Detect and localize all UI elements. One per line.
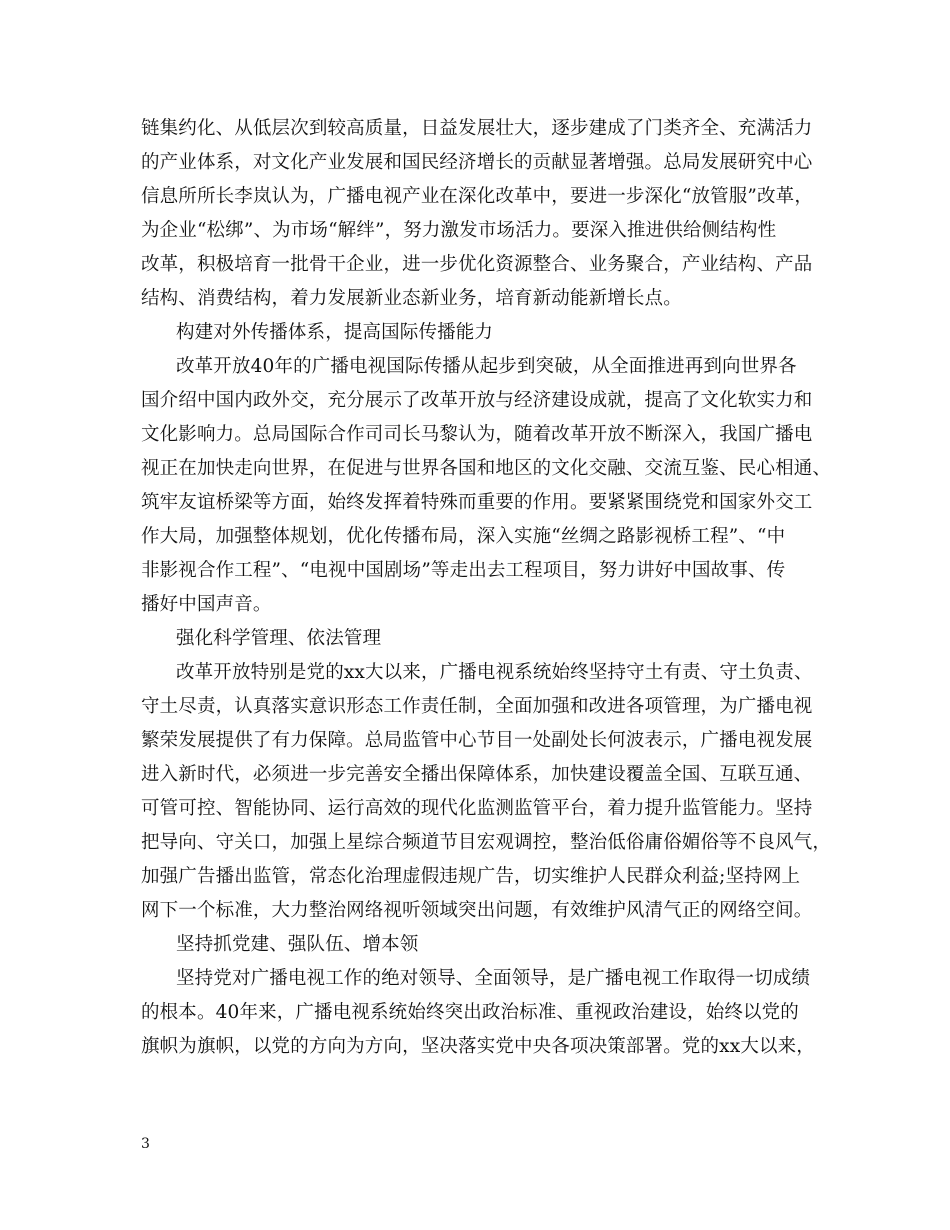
body-line: 国介绍中国内政外交，充分展示了改革开放与经济建设成就，提高了文化软实力和 (141, 390, 813, 411)
body-line: 的根本。40年来，广播电视系统始终突出政治标准、重视政治建设，始终以党的 (141, 1002, 799, 1023)
section-heading: 坚持抓党建、强队伍、增本领 (176, 934, 419, 955)
body-line: 信息所所长李岚认为，广播电视产业在深化改革中，要进一步深化“放管服”改革， (141, 186, 813, 207)
page-number: 3 (141, 1136, 150, 1152)
body-line: 播好中国声音。 (141, 594, 272, 615)
body-line: 旗帜为旗帜，以党的方向为方向，坚决落实党中央各项决策部署。党的xx大以来， (141, 1036, 815, 1057)
section-heading: 构建对外传播体系，提高国际传播能力 (176, 322, 494, 343)
body-line: 作大局，加强整体规划，优化传播布局，深入实施“丝绸之路影视桥工程”、“中 (141, 526, 786, 547)
section-heading: 强化科学管理、依法管理 (176, 628, 382, 649)
body-line: 加强广告播出监管，常态化治理虚假违规广告，切实维护人民群众利益;坚持网上 (141, 866, 801, 887)
body-line: 进入新时代，必须进一步完善安全播出保障体系，加快建设覆盖全国、互联互通、 (141, 764, 813, 785)
body-line: 可管可控、智能协同、运行高效的现代化监测监管平台，着力提升监管能力。坚持 (141, 798, 813, 819)
body-line: 为企业“松绑”、为市场“解绊”，努力激发市场活力。要深入推进供给侧结构性 (141, 220, 777, 241)
body-line: 视正在加快走向世界，在促进与世界各国和地区的文化交融、交流互鉴、民心相通、 (141, 458, 832, 479)
body-line: 结构、消费结构，着力发展新业态新业务，培育新动能新增长点。 (141, 288, 682, 309)
body-line: 非影视合作工程”、“电视中国剧场”等走出去工程项目，努力讲好中国故事、传 (141, 560, 786, 581)
body-line: 守土尽责，认真落实意识形态工作责任制，全面加强和改进各项管理，为广播电视 (141, 696, 813, 717)
body-line: 把导向、守关口，加强上星综合频道节目宏观调控，整治低俗庸俗媚俗等不良风气， (141, 832, 832, 853)
body-line: 改革开放40年的广播电视国际传播从起步到突破，从全面推进再到向世界各 (176, 356, 797, 377)
body-line: 网下一个标准，大力整治网络视听领域突出问题，有效维护风清气正的网络空间。 (141, 900, 813, 921)
body-line: 繁荣发展提供了有力保障。总局监管中心节目一处副处长何波表示，广播电视发展 (141, 730, 813, 751)
body-line: 的产业体系，对文化产业发展和国民经济增长的贡献显著增强。总局发展研究中心 (141, 152, 813, 173)
body-line: 改革开放特别是党的xx大以来，广播电视系统始终坚持守土有责、守土负责、 (176, 662, 813, 683)
body-line: 筑牢友谊桥梁等方面，始终发挥着特殊而重要的作用。要紧紧围绕党和国家外交工 (141, 492, 813, 513)
body-line: 文化影响力。总局国际合作司司长马黎认为，随着改革开放不断深入，我国广播电 (141, 424, 813, 445)
body-line: 改革，积极培育一批骨干企业，进一步优化资源整合、业务聚合，产业结构、产品 (141, 254, 813, 275)
body-line: 坚持党对广播电视工作的绝对领导、全面领导，是广播电视工作取得一切成绩 (176, 968, 811, 989)
body-line: 链集约化、从低层次到较高质量，日益发展壮大，逐步建成了门类齐全、充满活力 (141, 118, 813, 139)
